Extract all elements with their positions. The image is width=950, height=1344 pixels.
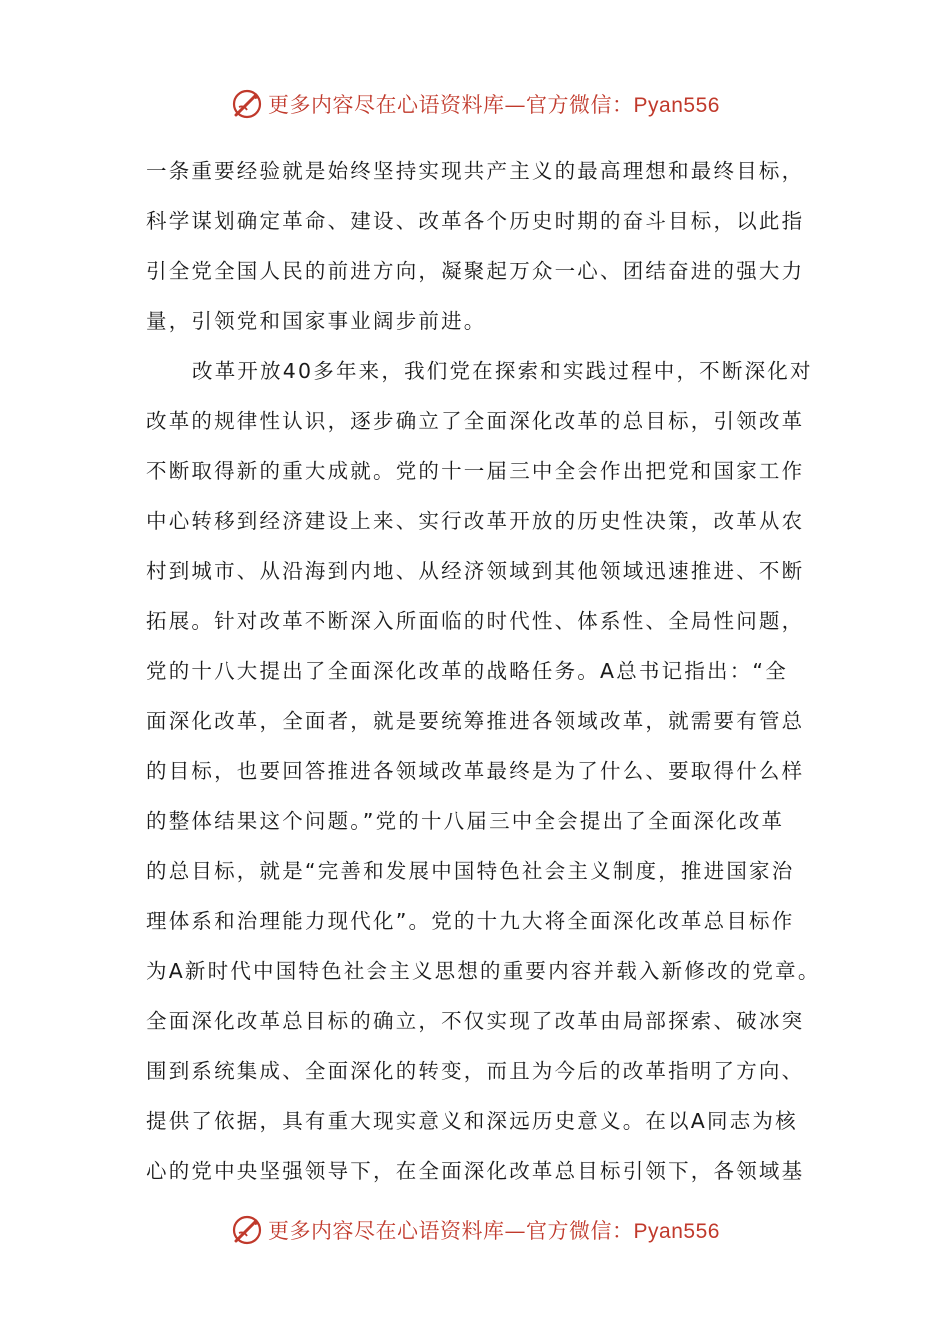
text-line: 村到城市、从沿海到内地、从经济领域到其他领域迅速推进、不断 bbox=[146, 559, 805, 583]
text-line: 引全党全国人民的前进方向，凝聚起万众一心、团结奋进的强大力 bbox=[146, 259, 805, 283]
text-line: 理体系和治理能力现代化”。党的十九大将全面深化改革总目标作 bbox=[146, 909, 795, 933]
pen-logo-icon bbox=[230, 87, 264, 121]
text-line: 的目标，也要回答推进各领域改革最终是为了什么、要取得什么样 bbox=[146, 759, 805, 783]
text-line: 面深化改革，全面者，就是要统筹推进各领域改革，就需要有管总 bbox=[146, 709, 805, 733]
text-line: 拓展。针对改革不断深入所面临的时代性、体系性、全局性问题， bbox=[146, 609, 805, 633]
text-line: 党的十八大提出了全面深化改革的战略任务。A总书记指出：“全 bbox=[146, 659, 788, 683]
text-line: 中心转移到经济建设上来、实行改革开放的历史性决策，改革从农 bbox=[146, 509, 805, 533]
text-line: 全面深化改革总目标的确立，不仅实现了改革由局部探索、破冰突 bbox=[146, 1009, 805, 1033]
pen-logo-icon bbox=[230, 1213, 264, 1247]
banner-text bbox=[268, 1215, 720, 1245]
banner-suffix: 官方微信： bbox=[526, 93, 634, 117]
text-line: 的总目标，就是“完善和发展中国特色社会主义制度，推进国家治 bbox=[146, 859, 795, 883]
banner-suffix: 官方微信： bbox=[526, 1219, 634, 1243]
text-line: 一条重要经验就是始终坚持实现共产主义的最高理想和最终目标， bbox=[146, 159, 805, 183]
text-line: 围到系统集成、全面深化的转变，而且为今后的改革指明了方向、 bbox=[146, 1059, 805, 1083]
text-line: 的整体结果这个问题。”党的十八届三中全会提出了全面深化改革 bbox=[146, 809, 785, 833]
text-line: 量，引领党和国家事业阔步前进。 bbox=[146, 309, 487, 333]
banner-text bbox=[268, 89, 720, 119]
paragraph-first-line: 改革开放40多年来，我们党在探索和实践过程中，不断深化对 bbox=[192, 359, 813, 383]
banner-prefix: 更多内容尽在心语资料库 bbox=[268, 1219, 505, 1243]
text-line: 为A新时代中国特色社会主义思想的重要内容并载入新修改的党章。 bbox=[146, 959, 821, 983]
banner-prefix: 更多内容尽在心语资料库 bbox=[268, 93, 505, 117]
banner-wechat-id: Pyan556 bbox=[633, 1220, 720, 1243]
text-line: 科学谋划确定革命、建设、改革各个历史时期的奋斗目标，以此指 bbox=[146, 209, 805, 233]
text-line: 提供了依据，具有重大现实意义和深远历史意义。在以A同志为核 bbox=[146, 1109, 798, 1133]
banner-dash: — bbox=[504, 1219, 527, 1243]
text-line: 心的党中央坚强领导下，在全面深化改革总目标引领下，各领域基 bbox=[146, 1159, 805, 1183]
banner-wechat-id: Pyan556 bbox=[633, 94, 720, 117]
header-watermark-banner bbox=[0, 84, 950, 124]
document-body bbox=[146, 146, 821, 1196]
text-line: 不断取得新的重大成就。党的十一届三中全会作出把党和国家工作 bbox=[146, 459, 805, 483]
footer-watermark-banner bbox=[0, 1210, 950, 1250]
banner-dash: — bbox=[504, 93, 527, 117]
text-line: 改革的规律性认识，逐步确立了全面深化改革的总目标，引领改革 bbox=[146, 409, 805, 433]
